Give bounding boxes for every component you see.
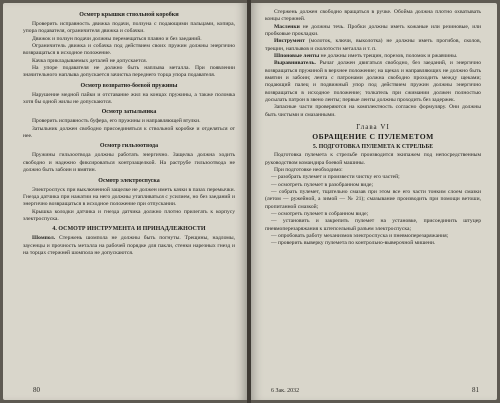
list-item: — установить и закрепить пулемет на установке, присоединить штуцер пневмоперезаряжания к штепсельный разъем электроспуска; <box>265 218 481 232</box>
paragraph <box>265 24 481 39</box>
list-item: — осмотреть пулемет в собранном виде; <box>271 210 369 217</box>
paragraph <box>265 60 481 104</box>
right-page <box>251 3 497 400</box>
section-heading: 4. ОСМОТР ИНСТРУМЕНТА И ПРИНАДЛЕЖНОСТИ <box>52 226 206 233</box>
page-number-left: 80 <box>33 386 40 394</box>
paragraph: Ограничитель движка и собачка под действием своих пружин должны энергично возвращаться в исходное положение. <box>23 43 235 57</box>
paragraph: Стержень должен свободно вращаться в ручке. Обойма должна плотно охватывать концы стержней. <box>265 9 481 23</box>
section-heading: Осмотр гильзоотвода <box>99 143 159 150</box>
section-heading: Осмотр возвратно-боевой пружины <box>80 82 178 89</box>
paragraph: Электроспуск при выключенной защелке не должен иметь качки в пазах перемычки. Гнезда датчика при нажатии на него должны утапливаться с усилием, но без заеданий и энергично возвращаться в исходное положение при отпускании. <box>23 186 235 208</box>
paragraph-text: Стержень шомпола не должны быть погнуты. Трещины, надломы, заусенцы и прочность металла на рабочей порядке для пакли, стенки нарезных гнезд и на торцах стержней шомпола не допускаются. <box>23 235 235 256</box>
paragraph <box>265 38 481 53</box>
paragraph: На упоре подавателя не должно быть наплыва металла. При появлении значительного наплыва допускается зачистка переднего торца упора подавателя. <box>23 65 235 79</box>
list-item: — осмотреть пулемет в разобранном виде; <box>271 181 374 188</box>
section-title: 5. ПОДГОТОВКА ПУЛЕМЕТА К СТРЕЛЬБЕ <box>312 144 434 151</box>
paragraph: Движок и ползун подачи должны перемещаться плавно и без заеданий. <box>32 35 202 42</box>
list-item: — проверить выверку пулемета по контрольно-выверочной мишени. <box>271 240 436 247</box>
chapter-title: ОБРАЩЕНИЕ С ПУЛЕМЕТОМ <box>312 132 434 142</box>
left-page <box>3 3 247 400</box>
paragraph-text: Рычаг должен двигаться свободно, без заеданий, и энергично возвращаться пружиной в верхнее положение; на щеках и направляющих не должно быть вмятин и забоин; лента с патронами должна свободно проходить между щеками; подающий палец и подвижный упор под действием пружин должны энергично возвращаться в исходное положение; толкатель при сжимании должен полностью досылать патрон в звено ленты; первые ленты должны проходить без задержек. <box>265 60 481 104</box>
paragraph: Затыльник должен свободно присоединяться к ствольной коробке и отделяться от нее. <box>23 125 235 140</box>
print-signature: 6 Зак. 2032 <box>271 388 300 394</box>
bold-lead: Выравниватель. <box>274 60 316 67</box>
paragraph-text: не должны иметь трещин, порезов, поломок и ржавчины. <box>319 53 458 60</box>
paragraph <box>23 235 235 257</box>
paragraph: Проверить исправность буфера, его пружины и направляющей втулки. <box>32 118 201 125</box>
section-heading: Осмотр крышки ствольной коробки <box>79 12 179 18</box>
paragraph: Качка прикладываемых деталей не допускается. <box>32 57 148 64</box>
bold-lead: Шомпол. <box>32 235 56 242</box>
bold-lead: Масленки <box>274 23 300 30</box>
paragraph: Подготовка пулемета к стрельбе производится экипажем под непосредственным руководством командира боевой машины. <box>265 152 481 166</box>
paragraph: Пружины гильзоотвода должны работать энергично. Защелка должна ходить свободно и надежно фиксироваться контрзащелкой. На раструбе гильзоотвода не должно быть забоин и вмятин. <box>23 152 235 174</box>
bold-lead: Шпоновые ленты <box>274 53 320 60</box>
left-page-text <box>23 9 235 257</box>
paragraph-text: не должны течь. Пробки должны иметь кожаные или резиновые, или пробковые прокладки. <box>265 23 481 38</box>
paragraph: При подготовке необходимо: <box>274 166 343 173</box>
chapter-number: Глава VI <box>356 123 390 132</box>
paragraph: Запасные части проверяются на комплектность согласно формуляру. Они должны быть чистыми и смазанными. <box>265 104 481 118</box>
paragraph: Проверить исправность движка подачи, ползуна с подающими пальцами, копира, упора подавателя, ограничителя движка и собачки. <box>23 21 235 35</box>
paragraph: Нарушение медной пайки и отставание жил на концах пружины, а также поломка хотя бы одной жилы не допускаются. <box>23 91 235 106</box>
paragraph: Крышка колодки датчика и гнезда датчика должно плотно прилегать к корпусу электроспуска. <box>23 208 235 222</box>
list-item: — собрать пулемет, тщательно смазав при этом все его части тонким слоем смазки (летом — ружейной, а зимой — № 21); смазывание производить при помощи ветоши, пропитанной смазкой; <box>265 188 481 210</box>
page-number-right: 81 <box>472 386 479 394</box>
paragraph-text: (молоток, ключи, выколотка) не должны иметь прогибов, сколов, трещин, наплывов и сколотости металла и т. п. <box>265 38 481 52</box>
right-page-text <box>265 9 481 248</box>
list-item: — опробовать работу механизмов электроспуска и пневмоперезаряжания; <box>271 232 449 239</box>
bold-lead: Инструмент <box>274 38 305 45</box>
list-item: — разобрать пулемет и произвести чистку его частей; <box>271 174 400 181</box>
section-heading: Осмотр затыльника <box>101 109 157 116</box>
section-heading: Осмотр электроспуска <box>98 177 160 184</box>
